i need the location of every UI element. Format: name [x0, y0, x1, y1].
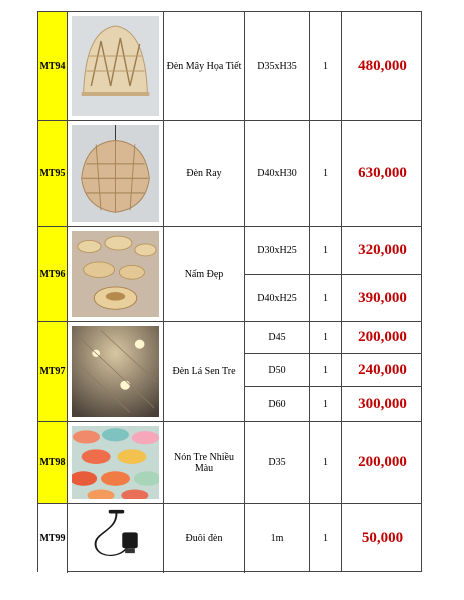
quantity-cell: 1: [310, 504, 342, 572]
quantity-cell: 1: [310, 275, 342, 321]
size-cell: 1m: [245, 504, 310, 572]
size-cell: D35: [245, 422, 310, 503]
product-name: Đèn Mây Họa Tiết: [164, 12, 245, 120]
price-cell: 390,000: [358, 289, 407, 306]
table-row: [38, 227, 421, 322]
price-cell: 630,000: [358, 165, 407, 181]
quantity-cell: 1: [310, 422, 342, 503]
lamp-socket-cord-photo: [68, 504, 164, 573]
product-name: Nấm Đẹp: [164, 227, 245, 321]
price-cell: 240,000: [358, 361, 407, 378]
variant-row: [245, 387, 421, 421]
size-cell: D50: [245, 354, 310, 386]
price-cell: 200,000: [358, 454, 407, 470]
price-cell: 320,000: [358, 242, 407, 258]
size-cell: D60: [245, 387, 310, 421]
size-cell: D35xH35: [245, 12, 310, 120]
table-row: [38, 322, 421, 422]
variant-row: [245, 121, 421, 226]
product-code: MT95: [38, 121, 68, 226]
quantity-cell: 1: [310, 387, 342, 421]
product-code: MT98: [38, 422, 68, 503]
table-row: [38, 121, 421, 227]
size-cell: D30xH25: [245, 227, 310, 274]
product-code: MT94: [38, 12, 68, 120]
product-code: MT96: [38, 227, 68, 321]
price-cell: 50,000: [361, 529, 404, 546]
variant-row: [245, 422, 421, 503]
rattan-rail-lamp-photo: [68, 121, 164, 226]
colorful-bamboo-hat-lamps-photo: [68, 422, 164, 503]
price-cell: 200,000: [358, 329, 407, 345]
product-name: Nón Tre Nhiều Màu: [164, 422, 245, 503]
rattan-patterned-lamp-photo: [68, 12, 164, 120]
quantity-cell: 1: [310, 12, 342, 120]
quantity-cell: 1: [310, 322, 342, 353]
quantity-cell: 1: [310, 227, 342, 274]
product-name: Đèn Lá Sen Tre: [164, 322, 245, 421]
price-cell: 300,000: [358, 395, 407, 412]
table-row: [38, 504, 421, 573]
lotus-leaf-bamboo-lamp-photo: [68, 322, 164, 421]
price-cell: 480,000: [358, 57, 407, 74]
table-row: [38, 422, 421, 504]
variant-row: [245, 322, 421, 354]
variant-row: [245, 12, 421, 120]
mushroom-lamps-photo: [68, 227, 164, 321]
product-code: MT97: [38, 322, 68, 421]
product-name: Đuôi đèn: [164, 504, 245, 573]
product-price-table: [37, 11, 422, 572]
variant-row: [245, 504, 421, 572]
size-cell: D40xH25: [245, 275, 310, 321]
product-name: Đèn Ray: [164, 121, 245, 226]
product-code: MT99: [38, 504, 68, 573]
quantity-cell: 1: [310, 121, 342, 226]
size-cell: D45: [245, 322, 310, 353]
variant-row: [245, 227, 421, 275]
variant-row: [245, 354, 421, 387]
variant-row: [245, 275, 421, 321]
table-row: [38, 12, 421, 121]
size-cell: D40xH30: [245, 121, 310, 226]
quantity-cell: 1: [310, 354, 342, 386]
